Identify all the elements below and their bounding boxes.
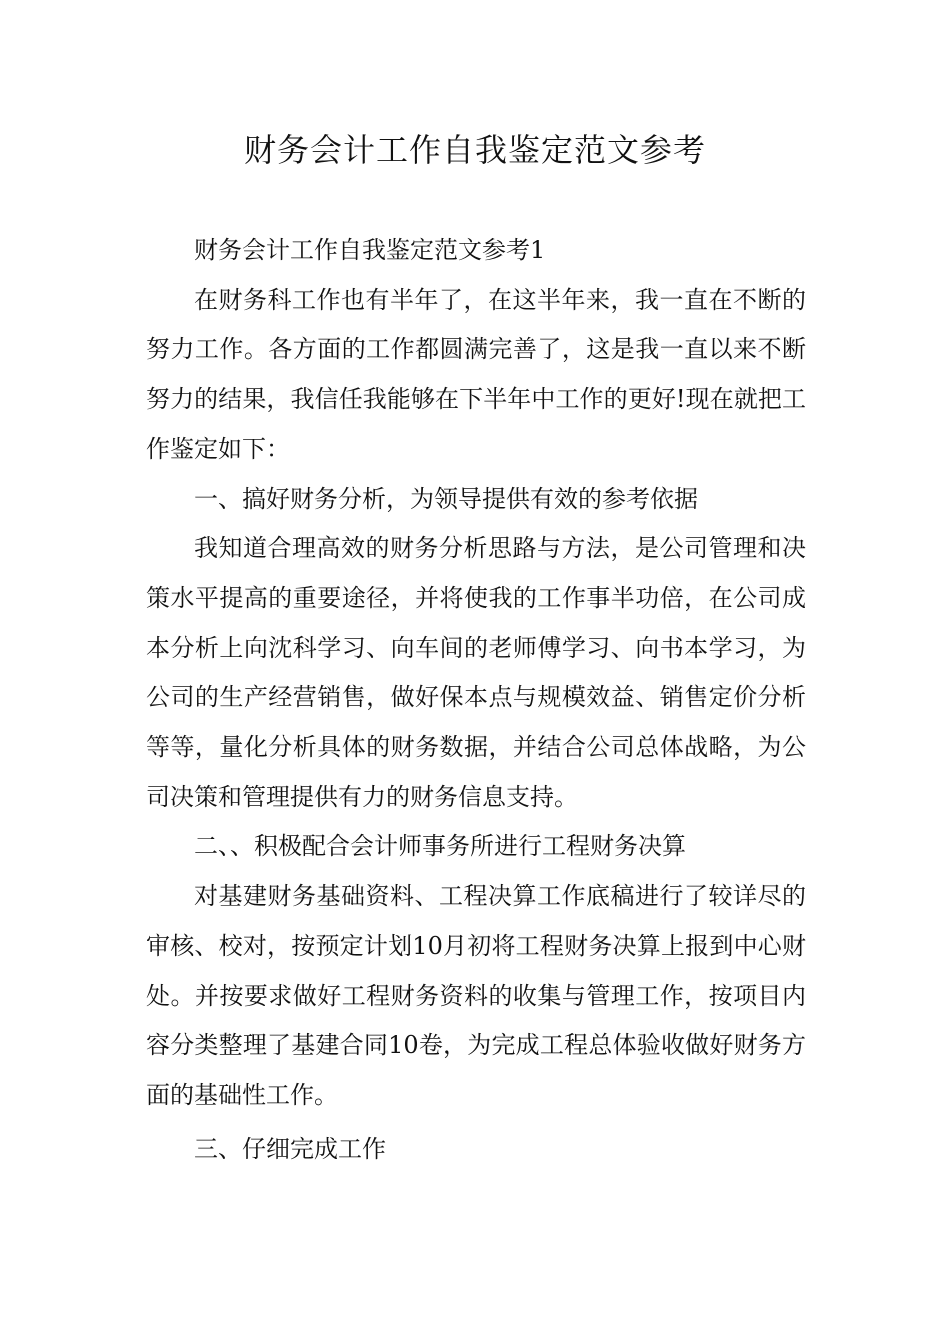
document-body [146, 226, 806, 1174]
section-heading: 一、搞好财务分析，为领导提供有效的参考依据 [194, 484, 698, 513]
section-heading: 财务会计工作自我鉴定范文参考1 [194, 236, 546, 264]
paragraph: 对基建财务基础资料、工程决算工作底稿进行了较详尽的审核、校对，按预定计划10月初将工程财务决算上报到中心财处。并按要求做好工程财务资料的收集与管理工作，按项目内容分类整理了基建合同10卷，为完成工程总体验收做好财务方面的基础性工作。 [146, 882, 806, 1109]
section-heading: 三、仔细完成工作 [194, 1134, 386, 1163]
paragraph: 我知道合理高效的财务分析思路与方法，是公司管理和决策水平提高的重要途径，并将使我的工作事半功倍，在公司成本分析上向沈科学习、向车间的老师傅学习、向书本学习，为公司的生产经营销售，做好保本点与规模效益、销售定价分析等等，量化分析具体的财务数据，并结合公司总体战略，为公司决策和管理提供有力的财务信息支持。 [146, 534, 806, 811]
section-heading: 二、、积极配合会计师事务所进行工程财务决算 [194, 832, 686, 861]
document-title: 财务会计工作自我鉴定范文参考 [243, 131, 706, 169]
paragraph: 在财务科工作也有半年了，在这半年来，我一直在不断的努力工作。各方面的工作都圆满完善了，这是我一直以来不断努力的结果，我信任我能够在下半年中工作的更好!现在就把工作鉴定如下： [146, 285, 806, 463]
